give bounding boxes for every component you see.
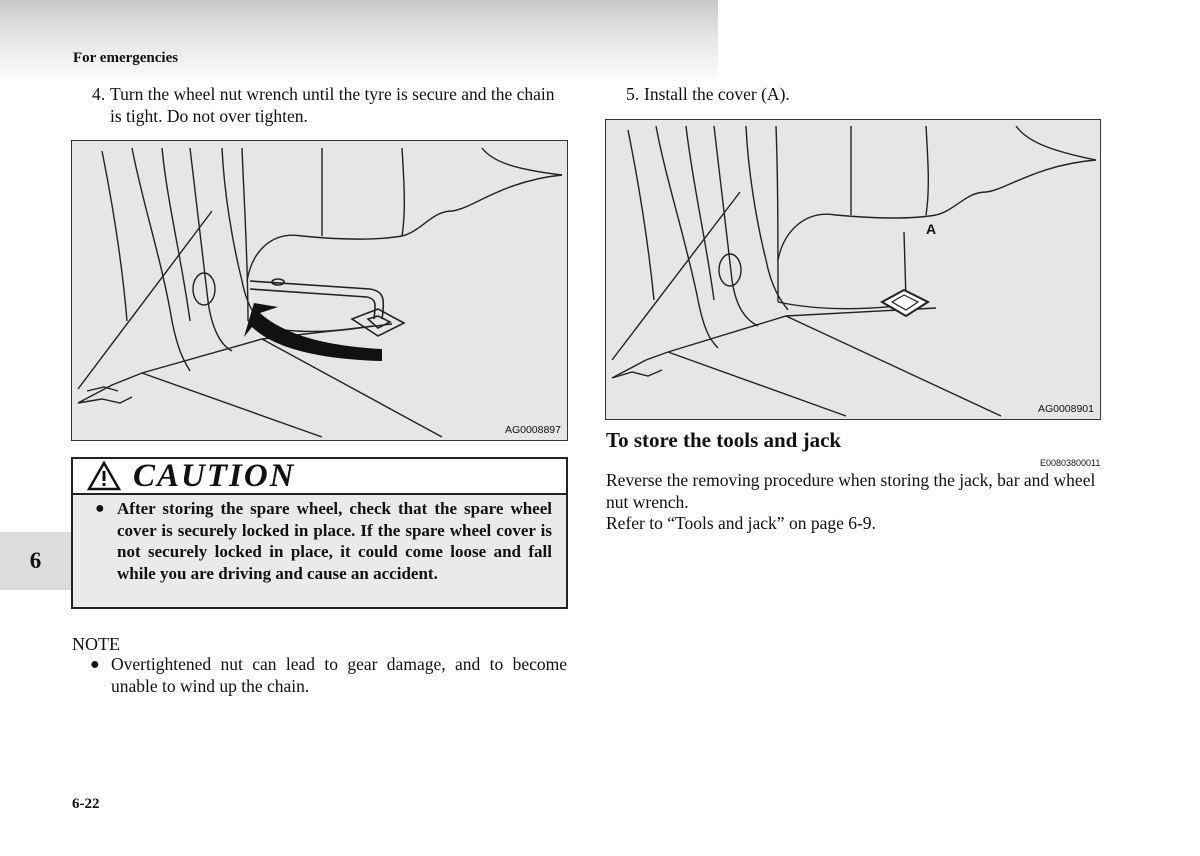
- chapter-number: 6: [29, 548, 42, 573]
- wrench-drawing: [72, 141, 566, 439]
- figure-1-code: AG0008897: [504, 424, 561, 436]
- caution-title: CAUTION: [133, 457, 296, 494]
- step-5-number: 5.: [626, 84, 640, 104]
- section-body: [606, 470, 1102, 535]
- figure-cover-illustration: [605, 119, 1101, 420]
- section-title: For emergencies: [73, 50, 179, 66]
- section-paragraph-2: Refer to “Tools and jack” on page 6-9.: [606, 513, 876, 533]
- note-bullet: ●: [90, 656, 100, 673]
- step-4: [92, 84, 568, 127]
- caution-item: [73, 495, 566, 584]
- page-number: 6-22: [72, 796, 100, 812]
- caution-header: [73, 459, 566, 495]
- caution-text: After storing the spare wheel, check that the spare wheel cover is securely locked in place. If the spare wheel cover is not securely locked in place, it could come loose and fall while you are driving and cause an accident.: [117, 499, 552, 583]
- step-4-text: Turn the wheel nut wrench until the tyre is secure and the chain is tight. Do not over tighten.: [110, 84, 555, 126]
- section-ref-code: E00803800011: [1040, 458, 1101, 468]
- warning-triangle-icon: [87, 461, 121, 491]
- cover-drawing: [606, 120, 1099, 418]
- step-5-text: Install the cover (A).: [644, 84, 790, 104]
- caution-box: [71, 457, 568, 609]
- cover-label-a: A: [926, 221, 937, 237]
- note-text: Overtightened nut can lead to gear damage, and to become unable to wind up the chain.: [111, 654, 567, 696]
- caution-bullet: ●: [95, 500, 105, 517]
- chapter-tab: [0, 532, 71, 590]
- figure-wrench-illustration: [71, 140, 568, 441]
- section-heading: To store the tools and jack: [606, 428, 842, 452]
- note-label: NOTE: [72, 634, 120, 654]
- step-4-number: 4.: [92, 84, 106, 104]
- step-5: [626, 84, 1096, 106]
- section-paragraph-1: Reverse the removing procedure when storing the jack, bar and wheel nut wrench.: [606, 470, 1096, 512]
- figure-2-code: AG0008901: [1037, 403, 1094, 415]
- note-item: [90, 654, 567, 697]
